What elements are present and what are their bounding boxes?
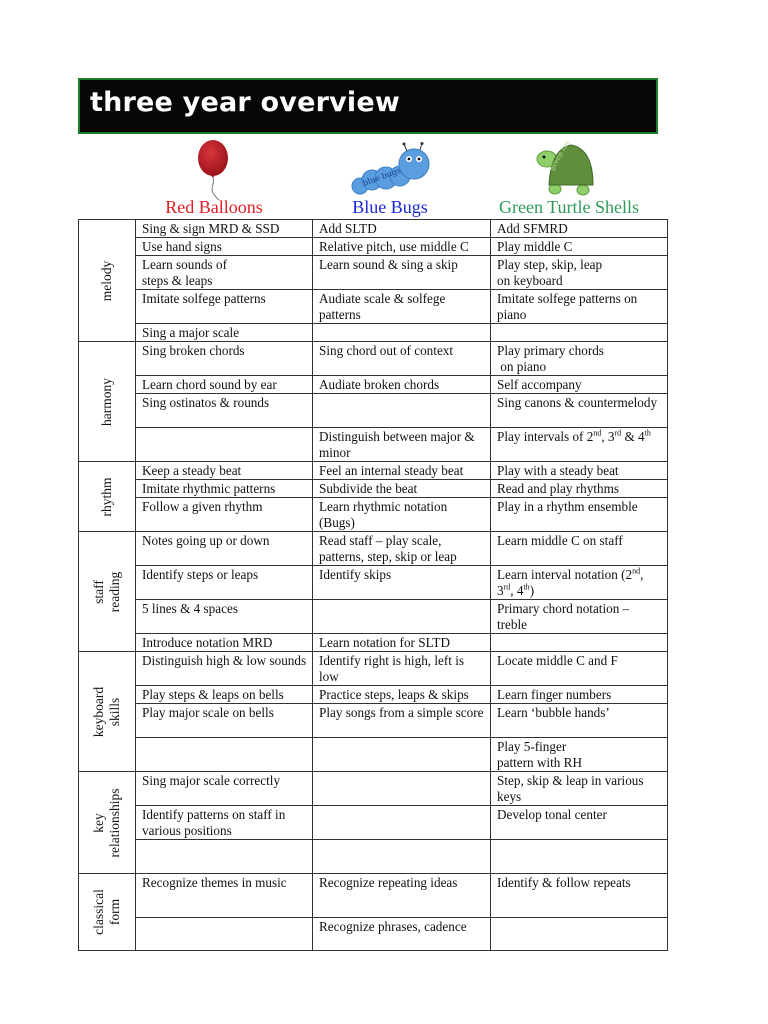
table-row (79, 376, 668, 394)
table-cell (313, 806, 491, 840)
table-cell: Learn interval notation (2nd, 3rd, 4th) (491, 566, 668, 600)
table-cell: Learn sound & sing a skip (313, 256, 491, 290)
table-cell (491, 918, 668, 951)
table-cell: Audiate scale & solfege patterns (313, 290, 491, 324)
table-cell: Sing chord out of context (313, 342, 491, 376)
table-row (79, 290, 668, 324)
table-row (79, 220, 668, 238)
table-cell (491, 634, 668, 652)
table-cell: Sing & sign MRD & SSD (136, 220, 313, 238)
category-label: key relationships (91, 788, 122, 857)
table-cell (491, 324, 668, 342)
table-cell: Sing major scale correctly (136, 772, 313, 806)
table-cell (313, 394, 491, 428)
page-title: three year overview (90, 87, 401, 118)
table-cell: Identify skips (313, 566, 491, 600)
table-cell (491, 840, 668, 874)
table-cell: Learn rhythmic notation (Bugs) (313, 498, 491, 532)
category-cell (79, 220, 136, 342)
table-cell: Sing canons & countermelody (491, 394, 668, 428)
table-cell: Develop tonal center (491, 806, 668, 840)
table-cell: 5 lines & 4 spaces (136, 600, 313, 634)
table-row (79, 634, 668, 652)
table-cell: Play intervals of 2nd, 3rd & 4th (491, 428, 668, 462)
table-cell: Keep a steady beat (136, 462, 313, 480)
table-cell: Learn sounds of steps & leaps (136, 256, 313, 290)
table-cell: Play major scale on bells (136, 704, 313, 738)
table-cell: Subdivide the beat (313, 480, 491, 498)
table-cell (313, 738, 491, 772)
table-cell: Audiate broken chords (313, 376, 491, 394)
table-row (79, 806, 668, 840)
title-banner (78, 78, 658, 134)
table-cell: Play middle C (491, 238, 668, 256)
table-cell: Learn notation for SLTD (313, 634, 491, 652)
table-cell: Introduce notation MRD (136, 634, 313, 652)
table-cell: Use hand signs (136, 238, 313, 256)
table-cell: Sing a major scale (136, 324, 313, 342)
category-cell (79, 772, 136, 874)
table-row (79, 532, 668, 566)
category-cell (79, 342, 136, 462)
table-row (79, 324, 668, 342)
table-cell: Notes going up or down (136, 532, 313, 566)
svg-text:blue bugs: blue bugs (361, 165, 402, 188)
table-cell: Imitate solfege patterns (136, 290, 313, 324)
category-cell (79, 462, 136, 532)
table-row (79, 840, 668, 874)
table-row (79, 498, 668, 532)
table-cell (136, 738, 313, 772)
category-label: classical form (91, 889, 122, 935)
table-cell: Play step, skip, leap on keyboard (491, 256, 668, 290)
table-cell: Learn ‘bubble hands’ (491, 704, 668, 738)
blue-caterpillar-icon (348, 142, 440, 200)
level-blue-bugs: Blue Bugs (352, 197, 428, 217)
table-cell (136, 918, 313, 951)
table-row (79, 394, 668, 428)
table-row (79, 600, 668, 634)
category-label: melody (99, 260, 114, 301)
overview-table (78, 219, 668, 951)
table-cell (313, 600, 491, 634)
table-cell: Imitate solfege patterns on piano (491, 290, 668, 324)
table-row (79, 256, 668, 290)
table-row (79, 238, 668, 256)
category-cell (79, 532, 136, 652)
table-cell: Add SFMRD (491, 220, 668, 238)
table-cell (136, 840, 313, 874)
table-cell: Play in a rhythm ensemble (491, 498, 668, 532)
table-cell: Learn finger numbers (491, 686, 668, 704)
category-label: keyboard skills (91, 686, 122, 737)
table-row (79, 874, 668, 918)
table-row (79, 480, 668, 498)
table-cell: Play primary chords on piano (491, 342, 668, 376)
table-cell (313, 324, 491, 342)
table-cell: Add SLTD (313, 220, 491, 238)
table-cell (313, 840, 491, 874)
table-row (79, 652, 668, 686)
table-cell: Step, skip & leap in various keys (491, 772, 668, 806)
table-row (79, 428, 668, 462)
table-cell (136, 428, 313, 462)
table-cell: Follow a given rhythm (136, 498, 313, 532)
table-row (79, 462, 668, 480)
category-cell (79, 874, 136, 951)
table-cell: Locate middle C and F (491, 652, 668, 686)
table-cell: Identify right is high, left is low (313, 652, 491, 686)
table-cell: Identify patterns on staff in various positions (136, 806, 313, 840)
table-cell: Recognize themes in music (136, 874, 313, 918)
table-cell: Read and play rhythms (491, 480, 668, 498)
table-cell: Play songs from a simple score (313, 704, 491, 738)
table-cell (313, 772, 491, 806)
category-label: harmony (99, 377, 114, 426)
table-cell: Recognize repeating ideas (313, 874, 491, 918)
category-cell (79, 652, 136, 772)
table-cell: Identify & follow repeats (491, 874, 668, 918)
red-balloon-icon (193, 139, 235, 201)
green-turtle-icon (535, 141, 597, 197)
table-cell: Self accompany (491, 376, 668, 394)
level-green-turtle-shells: Green Turtle Shells (498, 197, 639, 217)
table-cell: Recognize phrases, cadence (313, 918, 491, 951)
table-row (79, 918, 668, 951)
table-cell: Imitate rhythmic patterns (136, 480, 313, 498)
table-cell: Learn middle C on staff (491, 532, 668, 566)
table-row (79, 704, 668, 738)
level-red-balloons: Red Balloons (165, 197, 263, 217)
table-cell: Identify steps or leaps (136, 566, 313, 600)
table-cell: Play steps & leaps on bells (136, 686, 313, 704)
table-cell: Distinguish between major & minor (313, 428, 491, 462)
table-cell: Sing broken chords (136, 342, 313, 376)
table-row (79, 738, 668, 772)
category-label: rhythm (99, 477, 114, 516)
table-row (79, 342, 668, 376)
table-cell: Feel an internal steady beat (313, 462, 491, 480)
table-row (79, 686, 668, 704)
table-cell: Distinguish high & low sounds (136, 652, 313, 686)
table-cell: Relative pitch, use middle C (313, 238, 491, 256)
category-label: staff reading (91, 571, 122, 612)
table-row (79, 566, 668, 600)
table-cell: Play with a steady beat (491, 462, 668, 480)
table-row (79, 772, 668, 806)
table-cell: Sing ostinatos & rounds (136, 394, 313, 428)
table-cell: Primary chord notation – treble (491, 600, 668, 634)
table-cell: Learn chord sound by ear (136, 376, 313, 394)
table-cell: Read staff – play scale, patterns, step, skip or leap (313, 532, 491, 566)
table-cell: Play 5-finger pattern with RH (491, 738, 668, 772)
table-cell: Practice steps, leaps & skips (313, 686, 491, 704)
